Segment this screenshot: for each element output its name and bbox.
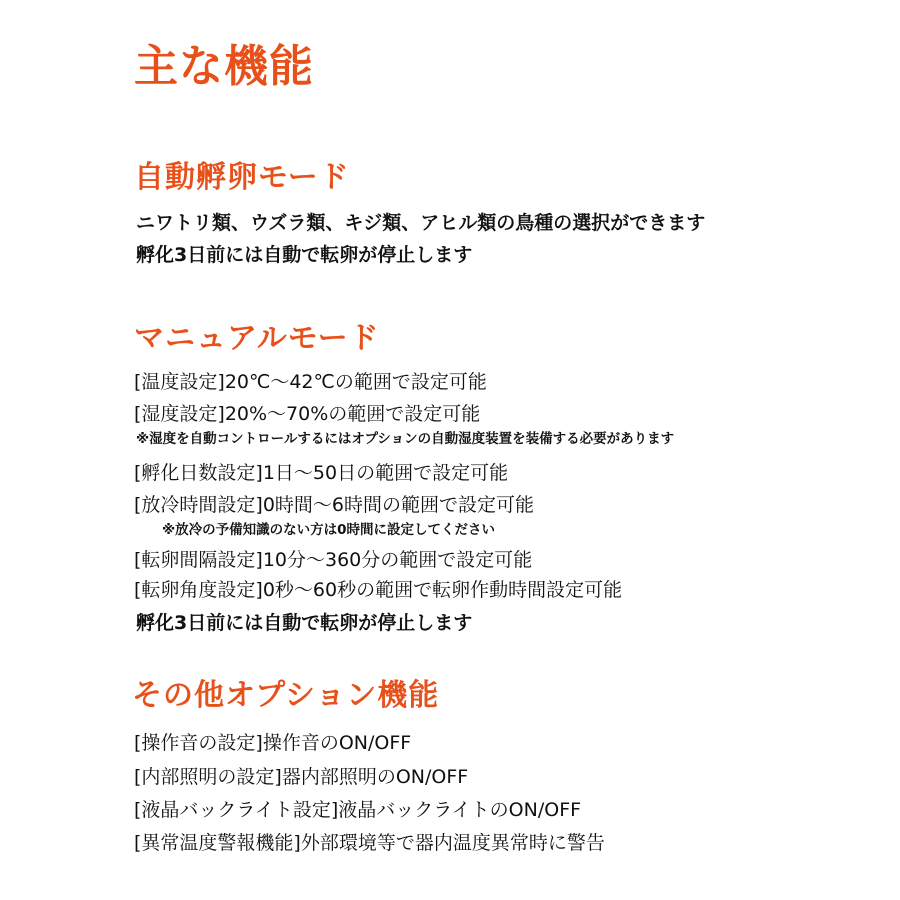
- manual-humidity-setting: [湿度設定]20%～70%の範囲で設定可能: [134, 403, 481, 425]
- auto-mode-line-2: 孵化3日前には自動で転卵が停止します: [136, 244, 473, 266]
- auto-mode-line-1: ニワトリ類、ウズラ類、キジ類、アヒル類の鳥種の選択ができます: [136, 212, 706, 234]
- page-title: 主な機能: [134, 41, 314, 92]
- manual-turning-interval-setting: [転卵間隔設定]10分～360分の範囲で設定可能: [134, 549, 533, 571]
- manual-humidity-note: ※湿度を自動コントロールするにはオプションの自動湿度装置を装備する必要があります: [136, 431, 675, 447]
- option-internal-lighting: [内部照明の設定]器内部照明のON/OFF: [134, 766, 469, 788]
- section-heading-manual-mode: マニュアルモード: [134, 321, 380, 356]
- option-abnormal-temperature-alarm: [異常温度警報機能]外部環境等で器内温度異常時に警告: [134, 832, 605, 854]
- option-operation-sound: [操作音の設定]操作音のON/OFF: [134, 732, 412, 754]
- section-heading-other-options: その他オプション機能: [132, 678, 440, 713]
- section-heading-auto-mode: 自動孵卵モード: [134, 160, 350, 195]
- manual-temperature-setting: [温度設定]20℃～42℃の範囲で設定可能: [134, 371, 487, 393]
- manual-mode-auto-stop-note: 孵化3日前には自動で転卵が停止します: [136, 612, 473, 634]
- manual-turning-angle-setting: [転卵角度設定]0秒～60秒の範囲で転卵作動時間設定可能: [134, 579, 623, 601]
- manual-cooling-time-setting: [放冷時間設定]0時間～6時間の範囲で設定可能: [134, 494, 535, 516]
- manual-hatch-days-setting: [孵化日数設定]1日～50日の範囲で設定可能: [134, 462, 509, 484]
- manual-cooling-note: ※放冷の予備知識のない方は0時間に設定してください: [162, 522, 496, 538]
- option-lcd-backlight: [液晶バックライト設定]液晶バックライトのON/OFF: [134, 799, 582, 821]
